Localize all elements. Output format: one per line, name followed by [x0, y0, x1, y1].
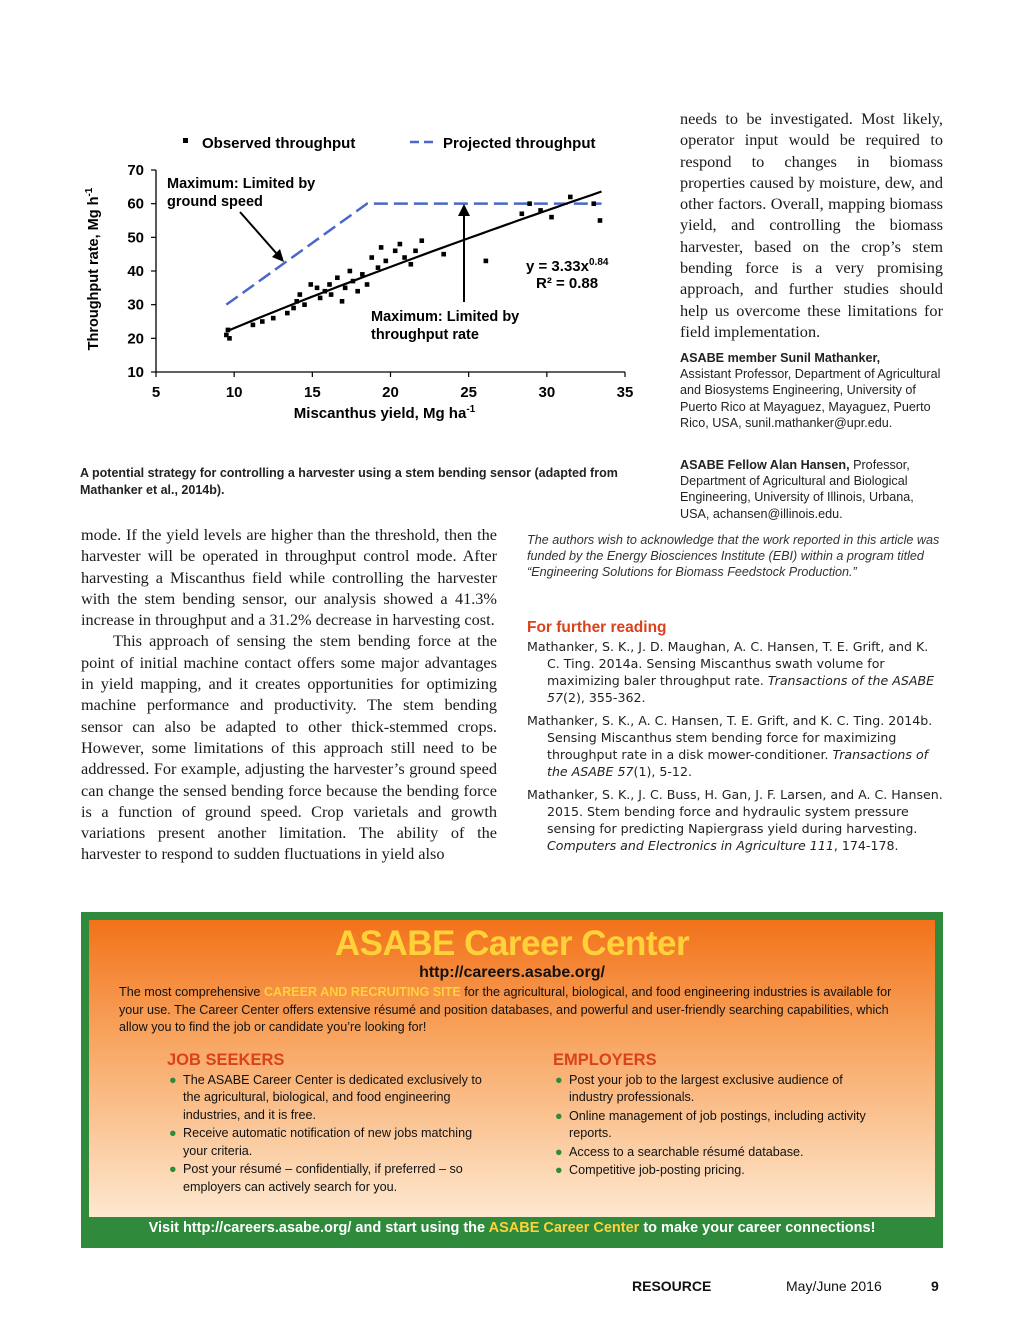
issue-date: May/June 2016: [786, 1278, 882, 1294]
list-item: ● Online management of job postings, including activity reports.: [555, 1108, 866, 1140]
data-point: [527, 201, 532, 206]
ad-highlight: ASABE Career Center: [488, 1220, 640, 1236]
annotation-throughput: throughput rate: [371, 327, 479, 343]
bullet-icon: ●: [555, 1072, 563, 1087]
ad-panel: [89, 920, 935, 1217]
data-point: [327, 282, 332, 287]
ad-url-link[interactable]: http://careers.asabe.org/: [419, 964, 605, 981]
data-point: [441, 252, 446, 257]
data-point: [549, 215, 554, 220]
list-item: ● Receive automatic notification of new jobs matching your criteria.: [169, 1126, 473, 1158]
data-point: [308, 282, 313, 287]
job-seekers-heading: JOB SEEKERS: [167, 1051, 285, 1069]
y-tick-label: 20: [127, 330, 144, 348]
author-name: ASABE member Sunil Mathanker,: [680, 351, 881, 365]
x-tick-label: 10: [225, 384, 243, 401]
data-point: [409, 262, 414, 267]
legend-observed-marker: [183, 138, 188, 143]
y-tick-label: 70: [127, 162, 144, 179]
x-axis-label: Miscanthus yield, Mg $ha^{-1}$: [293, 404, 476, 422]
publication-name: RESOURCE: [632, 1278, 712, 1294]
annotation-throughput: Maximum: Limited by: [371, 309, 520, 325]
author-bio-hansen: [680, 457, 942, 522]
data-point: [419, 238, 424, 243]
body-text-left: [81, 524, 497, 865]
paragraph: This approach of sensing the stem bending force at the point of initial machine contact offers some major advantages in yield mapping, and it creates opportunities for optimizing machine performance and productivity. The stem bending sensor can also be adapted to other thick-stemmed crops. However, some limitations of this approach still need to be addressed. For example, adjusting the harvester’s ground speed can change the sensed bending force because the bending force is a function of ground speed. Crop varietals and growth variations present another limitation. The ability of the harvester to respond to sudden fluctuations in yield also: [81, 631, 497, 864]
career-center-ad[interactable]: [81, 912, 943, 1248]
y-axis-label: Throughput rate, Mg $h^{-1}$: [84, 187, 102, 351]
x-tick-label: 15: [303, 384, 321, 401]
data-point: [376, 265, 381, 270]
reference-list: [527, 638, 943, 860]
data-point: [227, 336, 232, 341]
annotation-ground-speed: ground speed: [167, 194, 263, 210]
y-tick-label: 30: [127, 296, 144, 314]
list-item: ● Competitive job-posting pricing.: [553, 1162, 873, 1180]
data-point: [365, 282, 370, 287]
data-point: [384, 259, 389, 264]
data-point: [323, 289, 328, 294]
data-point: [520, 211, 525, 216]
data-point: [329, 292, 334, 297]
data-point: [318, 296, 323, 301]
data-point: [591, 201, 596, 206]
author-details: Professor, Department of Agricultural and Biological Engineering, University of Illinois, Urbana, USA, achansen@illinois.edu.: [680, 458, 914, 521]
data-point: [285, 311, 290, 316]
acknowledgment: The authors wish to acknowledge that the work reported in this article was funded by the Energy Biosciences Institute (EBI) within a program titled “Engineering Solutions for Biomass Feedstock Production.”: [527, 533, 940, 580]
y-tick-label: 60: [127, 195, 144, 213]
data-point: [538, 208, 543, 213]
data-point: [598, 218, 603, 223]
paragraph: mode. If the yield levels are higher than the threshold, then the harvester will be operated in throughput control mode. After harvesting a Miscanthus field while controlling the harvester with the stem bending sensor, our analysis showed a 41.3% increase in throughput and a 31.2% decrease in harvesting cost.: [81, 525, 497, 630]
legend-projected-label: Projected throughput: [443, 135, 596, 152]
ad-intro: The most comprehensive CAREER AND RECRUITING SITE for the agricultural, biological, and food engineering industries is available for your use. The Career Center offers extensive résumé and position databases, and powerful and user-friendly searching capabilities, which allow you to find the job or candidate you’re looking for!: [119, 985, 892, 1034]
data-point: [302, 302, 307, 307]
data-point: [340, 299, 345, 304]
list-item: ● The ASABE Career Center is dedicated exclusively to the agricultural, biological, and food engineering industries, and it is free.: [169, 1072, 482, 1122]
bullet-icon: ●: [169, 1126, 177, 1140]
data-point: [260, 319, 265, 324]
bullet-icon: ●: [555, 1163, 563, 1177]
data-point: [348, 269, 353, 274]
bullet-icon: ●: [169, 1162, 177, 1176]
reference-item: Mathanker, S. K., J. D. Maughan, A. C. Hansen, T. E. Grift, and K. C. Ting. 2014a. Sensing Miscanthus swath volume for maximizing baler throughput rate. Transactions of the ASABE 57(2), 355-362.: [527, 639, 935, 705]
reference-item: Mathanker, S. K., J. C. Buss, H. Gan, J. F. Larsen, and A. C. Hansen. 2015. Stem bending force and hydraulic system pressure sensing for predicting Napiergrass yield during harvesting. Computers and Electronics in Agriculture 111, 174-178.: [527, 787, 943, 853]
list-item: ● Access to a searchable résumé database.: [553, 1144, 873, 1162]
y-tick-label: 40: [127, 263, 144, 280]
throughput-chart: [80, 120, 640, 465]
x-tick-label: 25: [460, 384, 478, 401]
data-point: [393, 249, 398, 254]
data-point: [355, 289, 360, 294]
data-point: [360, 272, 365, 277]
author-name: ASABE Fellow Alan Hansen,: [680, 458, 850, 472]
reference-item: Mathanker, S. K., A. C. Hansen, T. E. Grift, and K. C. Ting. 2014b. Sensing Miscanthus stem bending force for maximizing throughput rate in a disk mower-conditioner. Transactions of the ASABE 57(1), 5-12.: [527, 713, 933, 779]
y-tick-label: 10: [127, 364, 144, 381]
data-point: [226, 328, 231, 333]
data-point: [251, 323, 256, 328]
x-tick-label: 5: [151, 384, 161, 401]
data-point: [315, 286, 320, 291]
chart-svg: [80, 120, 640, 465]
data-point: [298, 292, 303, 297]
data-point: [343, 286, 348, 291]
data-point: [568, 195, 573, 200]
y-tick-label: 50: [127, 229, 144, 247]
data-point: [484, 259, 489, 264]
ad-highlight: CAREER AND RECRUITING SITE: [263, 985, 461, 999]
ad-title: ASABE Career Center: [334, 924, 690, 963]
list-item: ● Post your résumé – confidentially, if preferred – so employers can actively search for you.: [169, 1162, 463, 1194]
data-point: [351, 279, 356, 284]
body-text-right: needs to be investigated. Most likely, operator input would be required to respond to changes in biomass properties caused by moisture, dew, and other factors. Overall, mapping biomass yield, and controlling the biomass harvester, based on the crop’s stem bending force is a very promising approach, and further studies should help us overcome these limitations for field implementation.: [680, 109, 943, 341]
page-number: 9: [931, 1278, 939, 1294]
data-point: [402, 255, 407, 260]
author-bio-mathanker: [680, 350, 942, 431]
data-point: [291, 306, 296, 311]
fit-r2: R² = 0.88: [536, 275, 599, 292]
bullet-icon: ●: [169, 1072, 177, 1087]
annotation-arrow: [240, 212, 277, 254]
job-seekers-section: [167, 1052, 487, 1197]
x-tick-label: 20: [382, 384, 399, 401]
data-point: [398, 242, 403, 247]
data-point: [379, 245, 384, 250]
x-tick-label: 30: [538, 384, 556, 401]
data-point: [335, 275, 340, 280]
annotation-ground-speed: Maximum: Limited by: [167, 176, 316, 192]
data-point: [294, 299, 299, 304]
employers-section: [553, 1052, 873, 1181]
data-point: [271, 316, 276, 321]
list-item: ● Post your job to the largest exclusive audience of industry professionals.: [555, 1072, 843, 1104]
data-point: [413, 249, 418, 254]
annotation-arrowhead: [458, 204, 470, 216]
author-details: Assistant Professor, Department of Agricultural and Biosystems Engineering, University of Puerto Rico at Mayaguez, Mayaguez, Puerto Rico, USA, sunil.mathanker@upr.edu.: [680, 367, 941, 430]
fit-equation: $y = 3.33x^{0.84}$: [526, 257, 609, 275]
employers-heading: EMPLOYERS: [553, 1051, 657, 1069]
x-tick-label: 35: [616, 384, 634, 401]
bullet-icon: ●: [555, 1108, 563, 1123]
ad-footer: Visit http://careers.asabe.org/ and start using the ASABE Career Center to make your career connections!: [148, 1220, 876, 1236]
bullet-icon: ●: [555, 1144, 563, 1159]
data-point: [369, 255, 374, 260]
further-reading-heading: For further reading: [527, 619, 667, 636]
figure-caption: A potential strategy for controlling a harvester using a stem bending sensor (adapted from Mathanker et al., 2014b).: [80, 466, 618, 497]
legend-observed-label: Observed throughput: [202, 135, 356, 152]
